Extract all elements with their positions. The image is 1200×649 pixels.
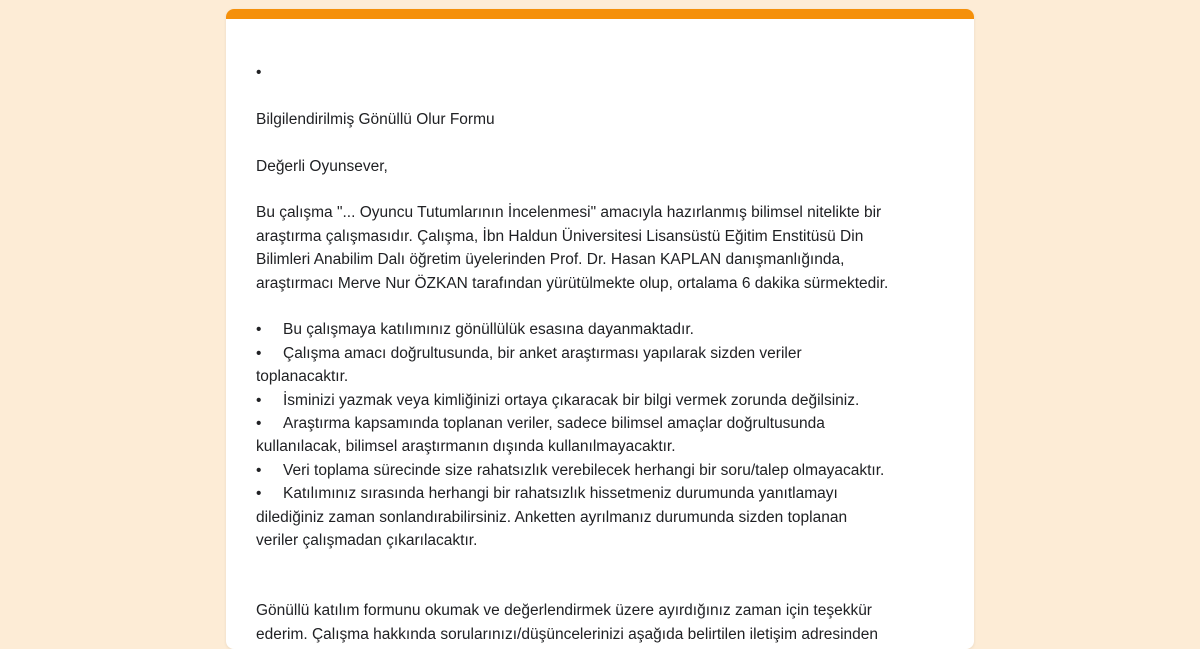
info-bullet-item (256, 459, 956, 482)
form-title: Bilgilendirilmiş Gönüllü Olur Formu (256, 110, 495, 128)
bullet-line (256, 389, 956, 412)
bullet-continuation-line: dilediğiniz zaman sonlandırabilirsiniz. Anketten ayrılmanız durumunda sizden toplanan (256, 508, 848, 526)
form-description (256, 61, 956, 646)
closing-line: ederim. Çalışma hakkında sorularınızı/düşüncelerinizi aşağıda belirtilen iletişim adresinden (256, 625, 879, 643)
bullet-symbol: • (256, 391, 262, 409)
info-bullet-item (256, 412, 956, 459)
bullet-text: Çalışma amacı doğrultusunda, bir anket araştırması yapılarak sizden veriler (283, 344, 802, 362)
bullet-continuation-line: veriler çalışmadan çıkarılacaktır. (256, 532, 478, 550)
closing-paragraph (256, 599, 956, 646)
bullet-symbol: • (256, 461, 262, 479)
info-bullet-item (256, 318, 956, 341)
bullet-text: Veri toplama sürecinde size rahatsızlık verebilecek herhangi bir soru/talep olmayacaktır. (283, 461, 885, 479)
bullet-continuation-line: kullanılacak, bilimsel araştırmanın dışında kullanılmayacaktır. (256, 438, 676, 456)
intro-paragraph (256, 201, 956, 295)
form-description-card (226, 9, 974, 649)
info-bullet-item (256, 389, 956, 412)
bullet-line (256, 412, 956, 435)
card-accent-bar (226, 9, 974, 19)
info-bullet-item (256, 342, 956, 389)
bullet-symbol: • (256, 344, 262, 362)
info-bullet-list (256, 318, 956, 552)
bullet-text: Bu çalışmaya katılımınız gönüllülük esasına dayanmaktadır. (283, 321, 694, 339)
intro-line: Bilimleri Anabilim Dalı öğretim üyelerinden Prof. Dr. Hasan KAPLAN danışmanlığında, (256, 251, 845, 269)
bullet-symbol: • (256, 321, 262, 339)
bullet-text: Katılımınız sırasında herhangi bir rahatsızlık hissetmeniz durumunda yanıtlamayı (283, 485, 838, 503)
bullet-line (256, 342, 956, 365)
intro-line: araştırmacı Merve Nur ÖZKAN tarafından yürütülmekte olup, ortalama 6 dakika sürmektedir. (256, 274, 889, 292)
bullet-symbol: • (256, 415, 262, 433)
greeting-text: Değerli Oyunsever, (256, 157, 388, 175)
lead-bullet: • (256, 64, 262, 81)
info-bullet-item (256, 482, 956, 552)
intro-line: araştırma çalışmasıdır. Çalışma, İbn Haldun Üniversitesi Lisansüstü Eğitim Enstitüsü Din (256, 227, 864, 245)
bullet-text: İsminizi yazmak veya kimliğinizi ortaya çıkaracak bir bilgi vermek zorunda değilsiniz. (283, 391, 860, 409)
bullet-line (256, 318, 956, 341)
bullet-line (256, 459, 956, 482)
closing-line: Gönüllü katılım formunu okumak ve değerlendirmek üzere ayırdığınız zaman için teşekkür (256, 602, 872, 620)
bullet-line (256, 482, 956, 505)
bullet-symbol: • (256, 485, 262, 503)
bullet-text: Araştırma kapsamında toplanan veriler, sadece bilimsel amaçlar doğrultusunda (283, 415, 825, 433)
intro-line: Bu çalışma "... Oyuncu Tutumlarının İncelenmesi" amacıyla hazırlanmış bilimsel nitelikte bir (256, 204, 882, 222)
bullet-continuation-line: toplanacaktır. (256, 368, 349, 386)
